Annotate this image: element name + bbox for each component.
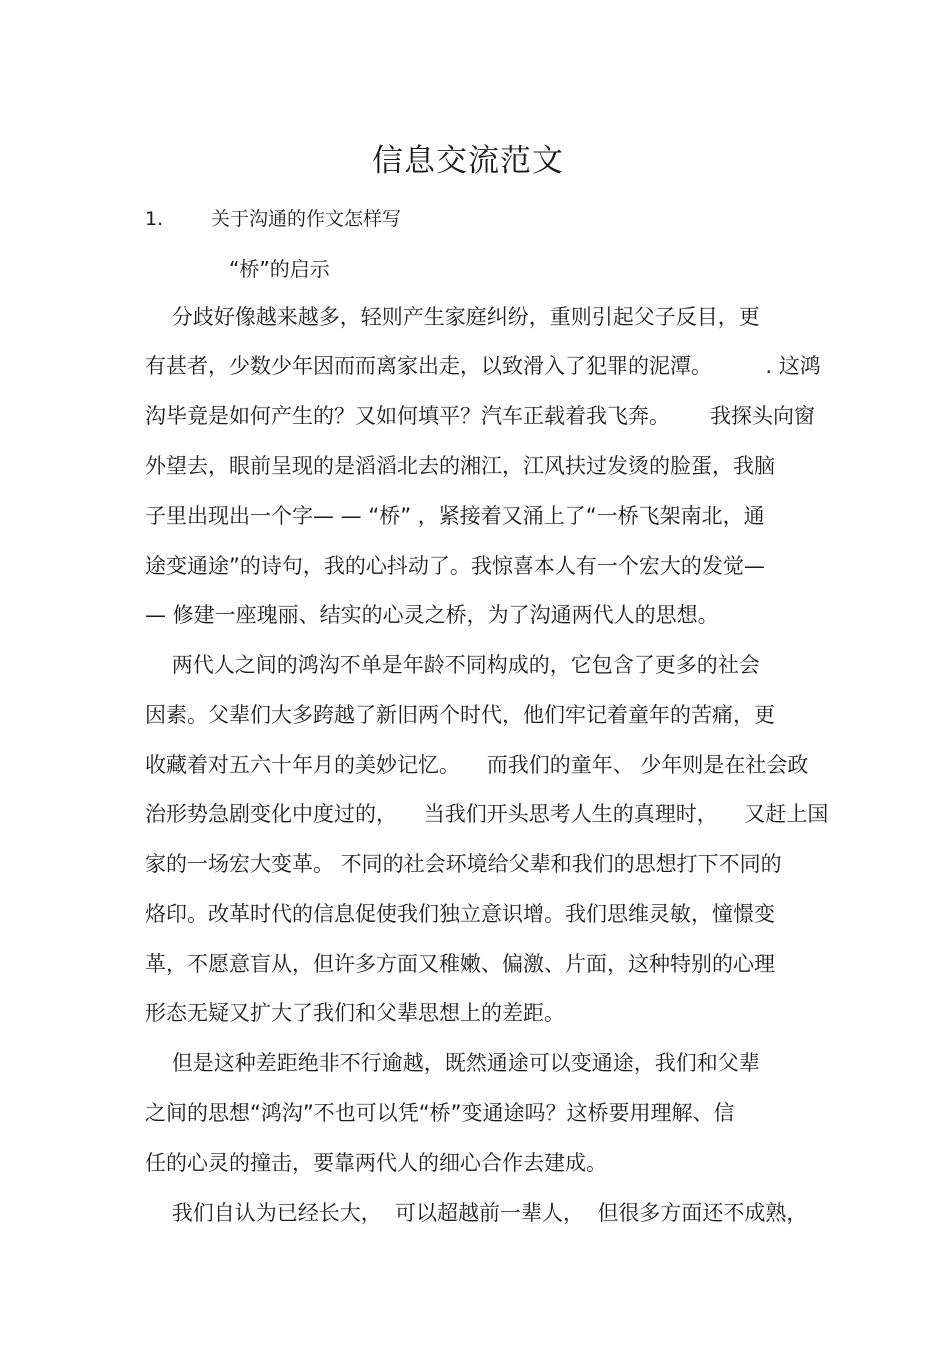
- body-line: 我们自认为已经长大， 可以超越前一辈人， 但很多方面还不成熟，: [145, 1201, 808, 1225]
- body-line: 因素。父辈们大多跨越了新旧两个时代，他们牢记着童年的苦痛，更: [145, 703, 775, 727]
- body-line: 子里出现出一个字— — “桥” ，紧接着又涌上了“一桥飞架南北，通: [145, 504, 765, 528]
- body-line: 家的一场宏大变革。 不同的社会环境给父辈和我们的思想打下不同的: [145, 852, 782, 876]
- body-line: 革，不愿意盲从，但许多方面又稚嫩、偏激、片面，这种特别的心理: [145, 952, 775, 976]
- body-line: 任的心灵的撞击，要靠两代人的细心合作去建成。: [145, 1151, 607, 1175]
- body-line: 有甚者，少数少年因而而离家出走，以致滑入了犯罪的泥潭。 . 这鸿: [145, 354, 821, 378]
- body-line: 烙印。改革时代的信息促使我们独立意识增。我们思维灵敏，憧憬变: [145, 902, 775, 926]
- section-heading: 关于沟通的作文怎样写: [211, 208, 402, 230]
- body-line: 治形势急剧变化中度过的， 当我们开头思考人生的真理时， 又赶上国: [145, 802, 829, 826]
- body-line: 分歧好像越来越多，轻则产生家庭纠纷，重则引起父子反目，更: [145, 305, 760, 329]
- body-line: — 修建一座瑰丽、结实的心灵之桥，为了沟通两代人的思想。: [145, 603, 719, 627]
- body-line: 形态无疑又扩大了我们和父辈思想上的差距。: [145, 1001, 565, 1025]
- essay-title: “桥”的启示: [229, 257, 330, 281]
- document-title: 信息交流范文: [372, 143, 564, 179]
- body-line: 途变通途”的诗句，我的心抖动了。我惊喜本人有一个宏大的发觉—: [145, 554, 765, 578]
- body-line: 外望去，眼前呈现的是滔滔北去的湘江，江风扶过发烫的脸蛋，我脑: [145, 454, 775, 478]
- body-line: 但是这种差距绝非不行逾越，既然通途可以变通途，我们和父辈: [145, 1051, 760, 1075]
- section-number: 1.: [145, 208, 164, 230]
- body-line: 收藏着对五六十年月的美妙记忆。 而我们的童年、 少年则是在社会政: [145, 753, 809, 777]
- body-line: 沟毕竟是如何产生的？又如何填平？汽车正载着我飞奔。 我探头向窗: [145, 404, 816, 428]
- body-line: 之间的思想“鸿沟”不也可以凭“桥”变通途吗？这桥要用理解、信: [145, 1101, 735, 1125]
- body-line: 两代人之间的鸿沟不单是年龄不同构成的，它包含了更多的社会: [145, 653, 760, 677]
